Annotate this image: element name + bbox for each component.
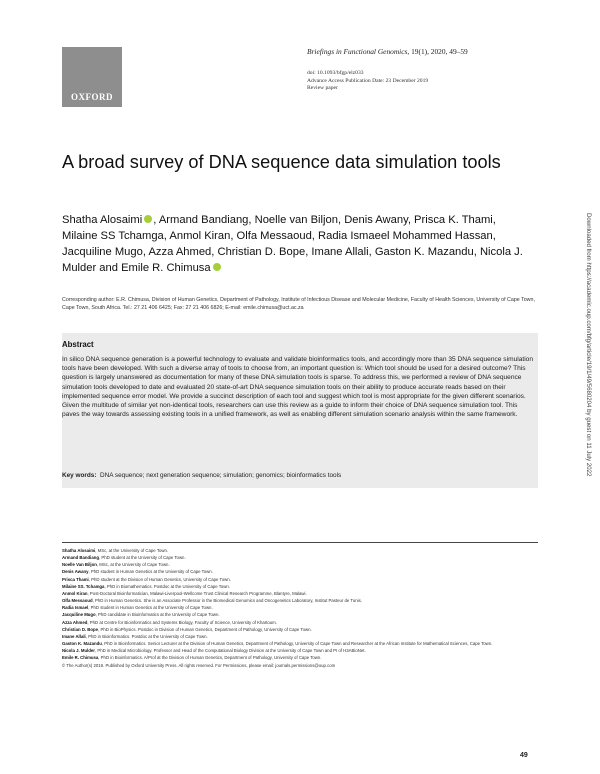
bio-name: Nicola J. Mulder (62, 648, 95, 654)
bio-name: Denis Awany (62, 569, 89, 575)
author-name[interactable]: Milaine SS Tchamga (62, 230, 164, 242)
keywords-text: DNA sequence; next generation sequence; simulation; genomics; bioinformatics tools (100, 472, 342, 479)
advance-access-date: Advance Access Publication Date: 23 December 2019 (307, 77, 429, 84)
bio-name: Radia Ismael (62, 605, 89, 611)
page-number: 49 (520, 752, 528, 759)
journal-citation (307, 47, 468, 56)
bio-item (62, 547, 540, 554)
author-name[interactable]: Prisca K. Thami (414, 214, 493, 226)
author-name[interactable]: Shatha Alosaimi (62, 214, 143, 226)
author-separator: , (230, 230, 237, 242)
bio-text: , PhD in Bioinformatics. Senior Lecturer at the Division of Human Genetics, Department of Pathology, University of Cape Town and Researcher at the African Institute for Mathematical Sciences, Cape Town. (101, 641, 493, 647)
bio-name: Gaston K. Mazandu (62, 641, 102, 647)
author-separator: , (407, 214, 415, 226)
bio-text: , Post-Doctoral Bioinformatician, Malawi-Liverpool-Wellcome Trust Clinical Research Programme, Blantyre, Malawi. (87, 590, 307, 596)
bio-text: , PhD in Bioinformatics. A/Prof at the Division of Human Genetics, Department of Pathology, University of Cape Town. (98, 655, 322, 661)
article-title: A broad survey of DNA sequence data simulation tools (62, 152, 501, 172)
bio-text: , PhD in Medical Microbiology. Professor and Head of the Computational Biology Division at the University of Cape Town and PI of H3ABioNet. (94, 648, 366, 654)
bio-item (62, 576, 540, 583)
bio-text: , PhD in Human Genetics. She is an Associate Professor in the Biomedical Genomics and Oncogenetics Laboratory, Institut Pasteur de Tunis. (92, 598, 362, 604)
bio-item (62, 561, 540, 568)
bio-text: , PhD student at the University of Cape Town. (99, 555, 186, 561)
divider (62, 542, 538, 543)
bio-item (62, 626, 540, 633)
bio-item (62, 554, 540, 561)
bio-item (62, 619, 540, 626)
author-name[interactable]: Gaston K. Mazandu (374, 246, 474, 258)
author-name[interactable]: Christian D. Bope (217, 246, 306, 258)
author-name[interactable]: Armand Bandiang (158, 214, 249, 226)
abstract-box (62, 333, 538, 488)
bio-item (62, 640, 540, 647)
author-separator: , (305, 246, 312, 258)
author-separator: , (368, 246, 375, 258)
bio-text: , PhD student in Human Genetics at the University of Cape Town. (88, 569, 213, 575)
bio-name: Armand Bandiang (62, 555, 100, 561)
author-separator: , (163, 230, 170, 242)
citation: , 19(1), 2020, 49–59 (407, 47, 468, 56)
bio-name: Olfa Messaoud (62, 598, 93, 604)
author-separator: , (211, 246, 218, 258)
bio-item (62, 583, 540, 590)
bio-text: , PhD candidate in Bioinformatics at the University of Cape Town. (95, 612, 220, 618)
bio-name: Prisca Thami (62, 576, 89, 582)
bio-item (62, 611, 540, 618)
bio-text: , PhD in Bioinformatics. Postdoc at the University of Cape Town. (85, 633, 208, 639)
bio-item (62, 647, 540, 654)
author-name[interactable]: Olfa Messaoud (236, 230, 312, 242)
author-separator: , (492, 214, 496, 226)
abstract-text: In silico DNA sequence generation is a powerful technology to evaluate and validate bioinformatics tools, and accordingly more than 35 DNA sequence simulation tools have been developed. With such a diverse array of tools to choose from, an important question is: Which tool should be used for a desired outcome? This question is largely unanswered as documentation for many of these DNA simulation tools is sparse. To address this, we performed a review of DNA sequence simulation tools developed to date and evaluated 20 state-of-art DNA sequence simulation tools on their ability to produce accurate reads based on their implemented sequence error model. We provide a succinct description of each tool and suggest which tool is most appropriate for the given different scenarios. Given the multitude of similar yet non-identical tools, researchers can use this review as a guide to inform their choice of DNA sequence simulation tool. This paves the way towards assessing existing tools in a unified framework, as well as enabling different simulation scenario analysis within the same framework. (62, 356, 533, 419)
bio-text: , PhD at Centre for Bioinformatics and Systems Biology, Faculty of Science, University of Khartoum. (87, 619, 277, 625)
bio-item (62, 633, 540, 640)
bio-name: Anmol Kiran (62, 590, 88, 596)
bio-text: , PhD student at the Division of Human Genetics, University of Cape Town. (88, 576, 231, 582)
corresponding-author: Corresponding author: E.R. Chimusa, Division of Human Genetics, Department of Pathology, Institute of Infectious Disease and Molecular Medicine, Faculty of Health Sciences, University of Cape Town, Cape Town, South Africa. Tel.: 27 21 406 6425; Fax: 27 21 406 6826; E-mail: emile.chimusa@uct.ac.za (62, 297, 535, 311)
bio-item (62, 604, 540, 611)
keywords (62, 472, 341, 479)
bio-item (62, 662, 540, 669)
download-watermark (584, 213, 594, 543)
bio-name: Milaine SS. Tchamga (62, 583, 105, 589)
orcid-icon[interactable] (213, 263, 221, 271)
bio-text: , PhD in BioPhysics. Postdoc in Division of Human Genetics, Department of Pathology, University of Cape Town. (98, 626, 312, 632)
author-separator: , (142, 246, 149, 258)
author-name[interactable]: Noelle van Biljon (254, 214, 338, 226)
bio-text: , PhD in Biomathematics. Postdoc at the University of Cape Town. (104, 583, 230, 589)
author-separator: , (311, 230, 319, 242)
oxford-logo (62, 47, 122, 107)
author-separator: , (248, 214, 255, 226)
logo-text: OXFORD (71, 92, 113, 102)
author-name[interactable]: Denis Awany (344, 214, 408, 226)
journal-name: Briefings in Functional Genomics (307, 47, 408, 56)
download-note: Downloaded from https://academic.oup.com/bfg/article/19/1/49/5680204 by guest on 11 July 2022 (585, 213, 592, 477)
bio-name: Shatha Alosaimi (62, 548, 96, 553)
bio-item (62, 654, 540, 661)
bio-name: Noelle Van Biljon (62, 562, 97, 568)
author-name[interactable]: Nicola J. Mulder (62, 246, 523, 274)
bio-text: , PhD student in Human Genetics at the University of Cape Town. (88, 605, 213, 611)
bio-name: Christian D. Bope (62, 626, 99, 632)
author-separator: , (473, 246, 480, 258)
author-name[interactable]: Azza Ahmed (148, 246, 212, 258)
keywords-label: Key words: (62, 472, 97, 479)
bio-name: Imane Allali (62, 633, 86, 639)
author-bios (62, 547, 540, 669)
author-name[interactable]: Emile R. Chimusa (121, 262, 211, 274)
bio-name: Azza Ahmed (62, 619, 88, 625)
bio-name: Emile R. Chimusa (62, 655, 99, 661)
article-type: Review paper (307, 85, 338, 92)
abstract-heading: Abstract (62, 340, 94, 349)
author-name[interactable]: Imane Allali (311, 246, 369, 258)
bio-item (62, 597, 540, 604)
author-separator: , (153, 214, 159, 226)
bio-item (62, 568, 540, 575)
author-separator: , (337, 214, 345, 226)
author-separator: and (96, 262, 122, 274)
bio-item (62, 590, 540, 597)
author-name[interactable]: Jacquiline Mugo (62, 246, 143, 258)
article-meta (307, 70, 428, 93)
author-name[interactable]: Radia Ismaeel Mohammed Hassan (318, 230, 493, 242)
bio-text: , MSc, at the University of Cape Town. (96, 562, 170, 568)
author-name[interactable]: Anmol Kiran (169, 230, 231, 242)
author-separator: , (492, 230, 496, 242)
bio-name: Jacquiline Mugo (62, 612, 96, 618)
author-list (62, 212, 532, 276)
orcid-icon[interactable] (144, 215, 152, 223)
bio-text: © The Author(s) 2019. Published by Oxford University Press. All rights reserved. For Permissions, please email: journals.permissions@oup.com (62, 662, 336, 668)
bio-text: , MSc, at the University of Cape Town. (95, 548, 169, 553)
doi-link[interactable]: doi: 10.1093/bfgp/elz033 (307, 70, 364, 76)
